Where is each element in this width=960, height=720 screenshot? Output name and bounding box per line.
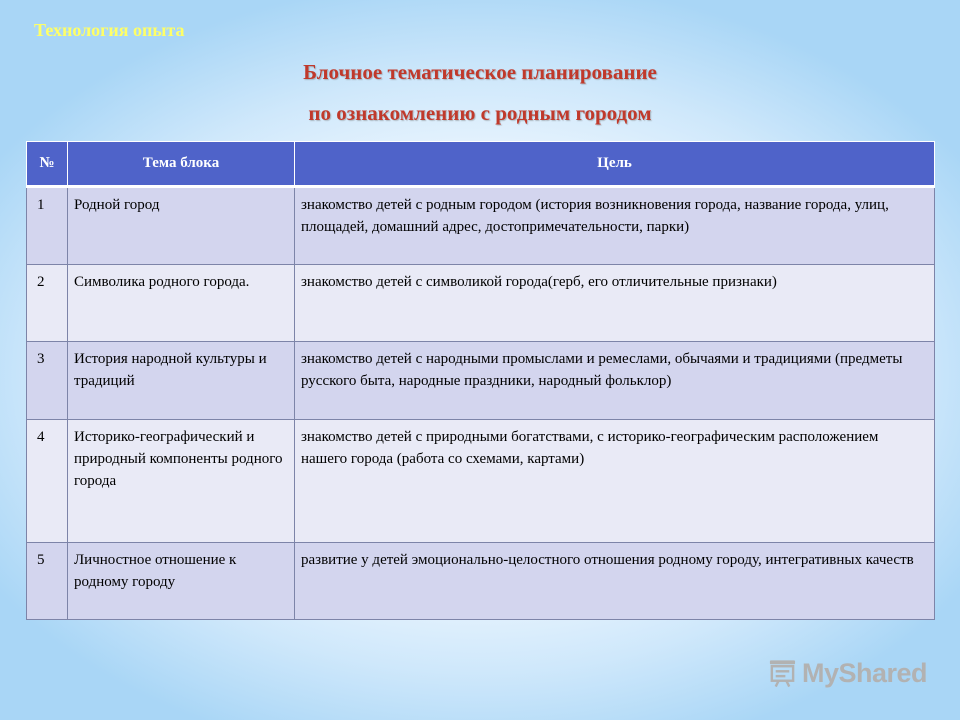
column-header-goal: Цель	[295, 142, 935, 187]
row-number: 4	[27, 420, 68, 543]
table-header-row	[27, 142, 935, 187]
myshared-watermark[interactable]	[767, 655, 927, 691]
slide-title-line-2: по ознакомлению с родным городом	[308, 101, 652, 125]
slide-kicker: Технология опыта	[34, 20, 185, 40]
row-number: 1	[27, 187, 68, 265]
row-topic: Историко-географический и природный компоненты родного города	[68, 420, 295, 543]
slide-title-line-1: Блочное тематическое планирование	[303, 60, 657, 84]
row-number: 5	[27, 543, 68, 620]
presentation-board-icon	[767, 657, 798, 689]
column-header-topic: Тема блока	[68, 142, 295, 187]
row-topic: Личностное отношение к родному городу	[68, 543, 295, 620]
table-row	[27, 265, 935, 342]
row-topic: Символика родного города.	[68, 265, 295, 342]
row-number: 2	[27, 265, 68, 342]
row-goal: знакомство детей с природными богатствами, с историко-географическим расположением нашего города (работа со схемами, картами)	[295, 420, 935, 543]
table-row	[27, 420, 935, 543]
column-header-number: №	[27, 142, 68, 187]
row-goal: знакомство детей с народными промыслами и ремеслами, обычаями и традициями (предметы русского быта, народные праздники, народный фольклор)	[295, 342, 935, 420]
row-goal: знакомство детей с символикой города(герб, его отличительные признаки)	[295, 265, 935, 342]
row-number: 3	[27, 342, 68, 420]
table-row	[27, 342, 935, 420]
table-row	[27, 543, 935, 620]
table-row	[27, 187, 935, 265]
planning-table	[26, 141, 935, 620]
row-goal: развитие у детей эмоционально-целостного отношения родному городу, интегративных качеств	[295, 543, 935, 620]
row-topic: История народной культуры и традиций	[68, 342, 295, 420]
row-topic: Родной город	[68, 187, 295, 265]
row-goal: знакомство детей с родным городом (история возникновения города, название города, улиц, площадей, домашний адрес, достопримечательности, парки)	[295, 187, 935, 265]
watermark-text: MyShared	[801, 657, 927, 688]
